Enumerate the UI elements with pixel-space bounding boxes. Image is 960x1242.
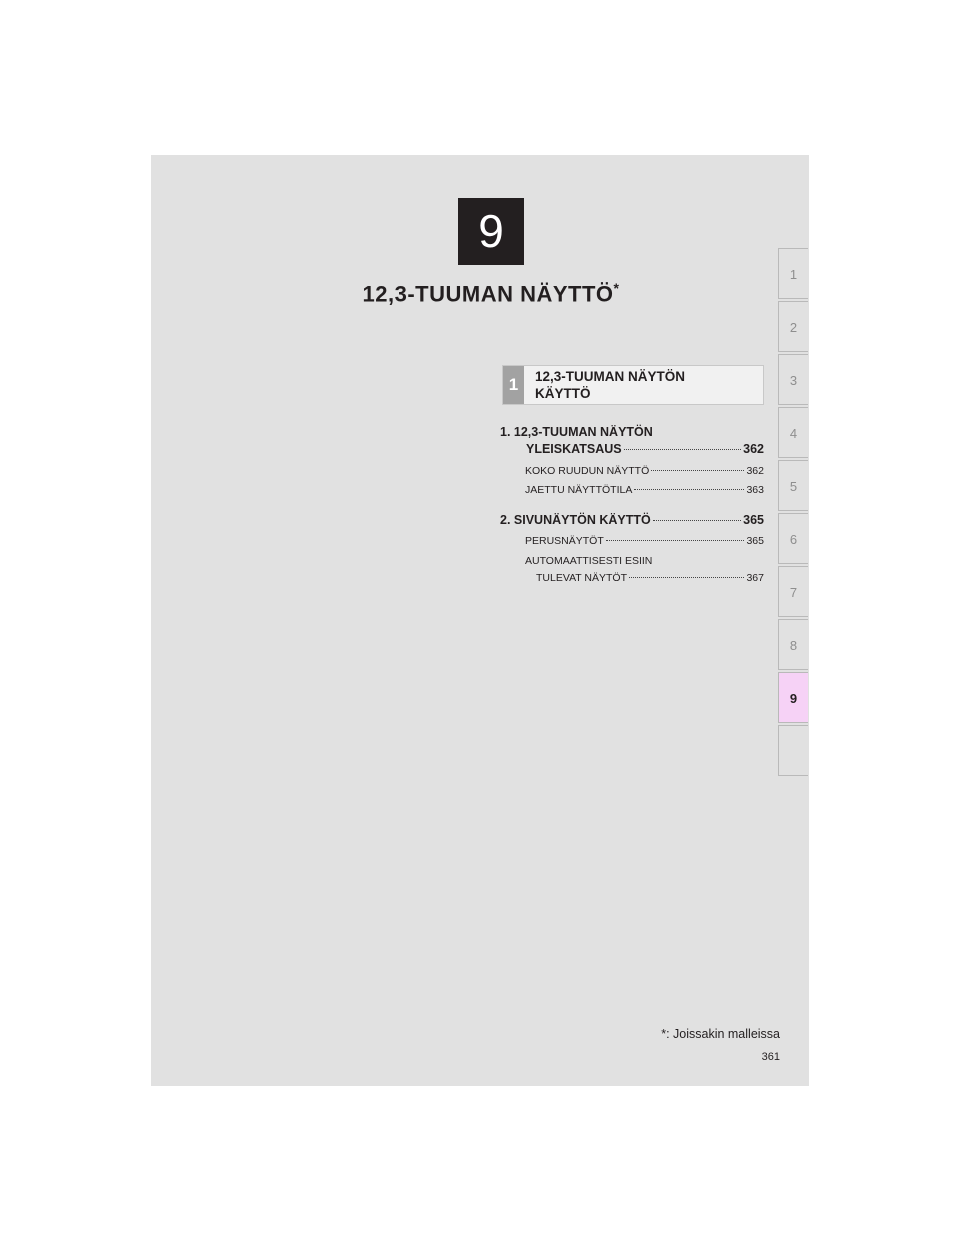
section-title bbox=[535, 368, 685, 402]
tab-empty[interactable] bbox=[778, 725, 808, 776]
tab-7[interactable]: 7 bbox=[778, 566, 808, 617]
chapter-title-text: 12,3-TUUMAN NÄYTTÖ bbox=[362, 281, 614, 307]
section-title-line2: KÄYTTÖ bbox=[535, 386, 591, 401]
section-number: 1 bbox=[503, 366, 524, 404]
chapter-title-footnote-mark: * bbox=[613, 280, 620, 296]
footnote: *: Joissakin malleissa bbox=[661, 1027, 780, 1041]
tab-5[interactable]: 5 bbox=[778, 460, 808, 511]
toc-item-1-sub-1[interactable]: KOKO RUUDUN NÄYTTÖ 362 bbox=[525, 465, 764, 477]
section-title-line1: 12,3-TUUMAN NÄYTÖN bbox=[535, 369, 686, 384]
toc-item-1-page: 362 bbox=[743, 442, 764, 456]
tab-2[interactable]: 2 bbox=[778, 301, 808, 352]
tab-8[interactable]: 8 bbox=[778, 619, 808, 670]
chapter-title bbox=[151, 280, 831, 307]
section-header bbox=[502, 365, 764, 405]
tab-4[interactable]: 4 bbox=[778, 407, 808, 458]
chapter-number-box: 9 bbox=[458, 198, 524, 265]
toc-item-2-sub-2-line1[interactable]: AUTOMAATTISESTI ESIIN bbox=[525, 555, 653, 567]
tab-9[interactable]: 9 bbox=[778, 672, 808, 723]
tab-3[interactable]: 3 bbox=[778, 354, 808, 405]
tab-1[interactable]: 1 bbox=[778, 248, 808, 299]
toc-item-2-page: 365 bbox=[743, 513, 764, 527]
toc-item-1-line1[interactable]: 1. 12,3-TUUMAN NÄYTÖN bbox=[500, 425, 653, 439]
toc-item-1-sub-2[interactable]: JAETTU NÄYTTÖTILA 363 bbox=[525, 484, 764, 496]
toc-item-2-sub-1[interactable]: PERUSNÄYTÖT 365 bbox=[525, 535, 764, 547]
toc-item-2[interactable]: 2. SIVUNÄYTÖN KÄYTTÖ 365 bbox=[500, 513, 764, 527]
page-number: 361 bbox=[761, 1051, 780, 1063]
tab-6[interactable]: 6 bbox=[778, 513, 808, 564]
toc-item-1[interactable]: YLEISKATSAUS 362 bbox=[526, 442, 764, 456]
toc-item-2-sub-2[interactable]: TULEVAT NÄYTÖT 367 bbox=[536, 572, 764, 584]
